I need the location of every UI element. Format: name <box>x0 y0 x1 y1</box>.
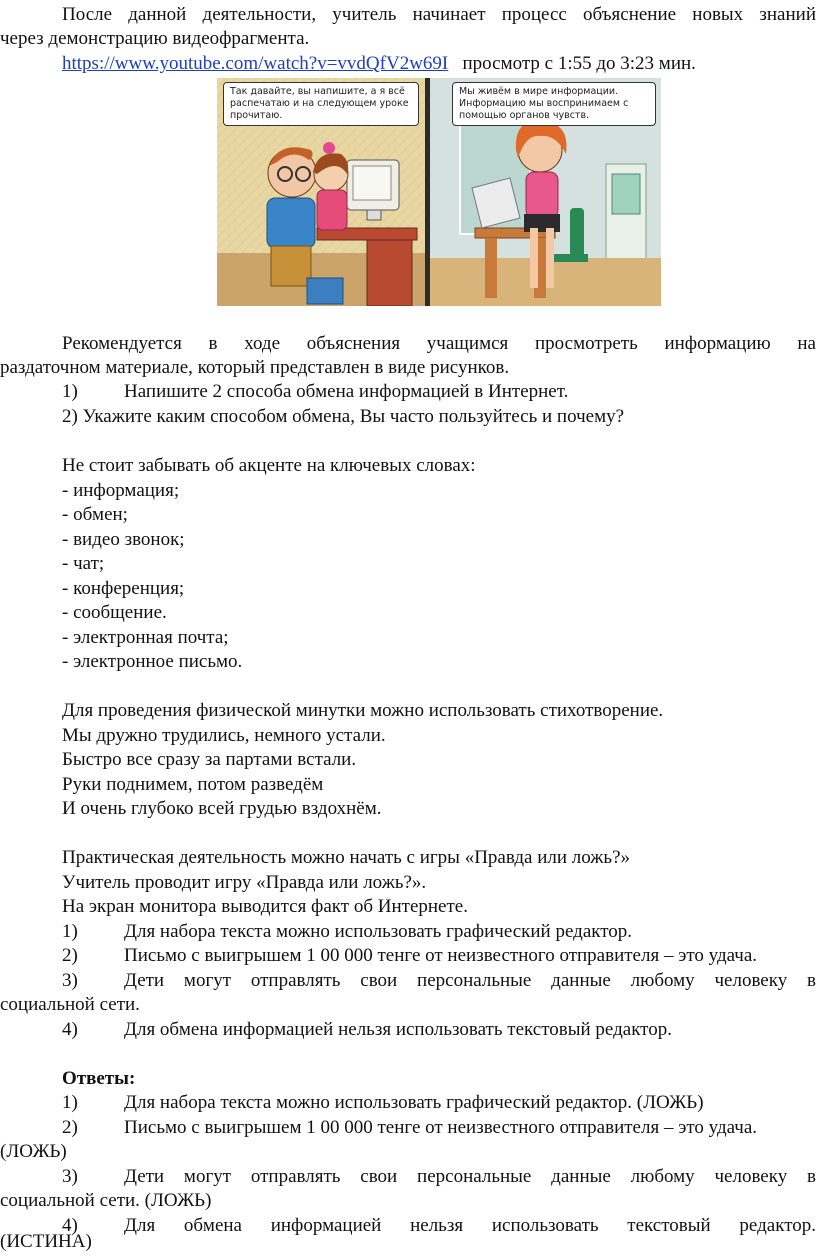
recommend-line-2: раздаточном материале, который представлен в виде рисунков. <box>0 357 510 378</box>
keyword-item: - сообщение. <box>62 602 167 623</box>
left-bubble-line-2: распечатаю и на следующем уроке <box>230 98 409 109</box>
item-text: Дети могут отправлять свои персональные данные любому человеку в <box>124 1166 816 1187</box>
item-number: 3) <box>62 1166 78 1187</box>
cartoon-illustration <box>217 78 661 306</box>
intro-line-2: через демонстрацию видеофрагмента. <box>0 28 310 49</box>
illustration-right-panel <box>430 78 661 306</box>
item-number: 4) <box>62 1215 78 1236</box>
answer-item-2-cont: (ЛОЖЬ) <box>0 1141 67 1162</box>
question-2: 2) Укажите каким способом обмена, Вы часто пользуйтесь и почему? <box>62 406 625 427</box>
keyword-item: - информация; <box>62 480 180 501</box>
video-link[interactable]: https://www.youtube.com/watch?v=vvdQfV2w69I <box>62 53 449 74</box>
keyword-item: - электронная почта; <box>62 627 229 648</box>
right-bubble-line-3: помощью органов чувств. <box>459 110 590 121</box>
practice-item-1 <box>0 920 816 945</box>
keywords-heading: Не стоит забывать об акценте на ключевых словах: <box>62 455 476 476</box>
answers-heading-text: Ответы: <box>62 1068 136 1089</box>
left-speech-bubble <box>223 82 419 126</box>
item-text: Для обмена информацией нельзя использовать текстовый редактор. <box>124 1215 816 1236</box>
keyword-item: - электронное письмо. <box>62 651 243 672</box>
item-number: 1) <box>62 1092 78 1113</box>
practice-item-4 <box>0 1018 816 1043</box>
item-number: 1) <box>62 921 78 942</box>
answer-item-4-cont: (ИСТИНА) <box>0 1231 92 1252</box>
poem-line: Быстро все сразу за партами встали. <box>62 749 357 770</box>
keyword-item: - видео звонок; <box>62 529 185 550</box>
item-number: 3) <box>62 970 78 991</box>
practice-item-2 <box>0 944 816 969</box>
video-link-note: просмотр с 1:55 до 3:23 мин. <box>462 53 696 74</box>
item-text: Для набора текста можно использовать графический редактор. (ЛОЖЬ) <box>124 1092 704 1113</box>
intro-line-1: После данной деятельности, учитель начинает процесс объяснение новых знаний <box>62 4 816 25</box>
answer-item-2 <box>0 1116 816 1141</box>
illustration-left-panel <box>217 78 425 306</box>
item-number: 2) <box>62 1117 78 1138</box>
practice-item-3-cont: социальной сети. <box>0 994 140 1015</box>
keyword-item: - обмен; <box>62 504 128 525</box>
poem-intro: Для проведения физической минутки можно использовать стихотворение. <box>62 700 664 721</box>
right-bubble-line-2: Информацию мы воспринимаем с <box>459 98 629 109</box>
answer-item-3 <box>0 1165 816 1190</box>
left-bubble-line-1: Так давайте, вы напишите, а я всё <box>230 86 405 97</box>
practice-line-2: Учитель проводит игру «Правда или ложь?». <box>62 872 427 893</box>
item-text: Письмо с выигрышем 1 00 000 тенге от неизвестного отправителя – это удача. <box>124 945 758 966</box>
answers-heading <box>0 1067 816 1092</box>
keyword-item: - конференция; <box>62 578 185 599</box>
poem-line: Руки поднимем, потом разведём <box>62 774 324 795</box>
poem-line: Мы дружно трудились, немного устали. <box>62 725 386 746</box>
item-text: Для обмена информацией нельзя использовать текстовый редактор. <box>124 1019 672 1040</box>
video-link-line <box>0 52 816 77</box>
item-text: Дети могут отправлять свои персональные данные любому человеку в <box>124 970 816 991</box>
right-bubble-line-1: Мы живём в мире информации. <box>459 86 619 97</box>
recommend-line-1: Рекомендуется в ходе объяснения учащимся просмотреть информацию на <box>62 333 816 354</box>
item-number: 4) <box>62 1019 78 1040</box>
answer-item-3-cont: социальной сети. (ЛОЖЬ) <box>0 1190 212 1211</box>
practice-item-3 <box>0 969 816 994</box>
poem-line: И очень глубоко всей грудью вздохнём. <box>62 798 382 819</box>
question-1-number: 1) <box>62 381 78 402</box>
practice-line-1: Практическая деятельность можно начать с игры «Правда или ложь?» <box>62 847 630 868</box>
item-text: Письмо с выигрышем 1 00 000 тенге от неизвестного отправителя – это удача. <box>124 1117 758 1138</box>
right-speech-bubble <box>452 82 656 126</box>
left-bubble-line-3: прочитаю. <box>230 110 283 121</box>
question-1 <box>0 380 816 405</box>
answer-item-1 <box>0 1091 816 1116</box>
keyword-item: - чат; <box>62 553 105 574</box>
practice-line-3: На экран монитора выводится факт об Интернете. <box>62 896 468 917</box>
item-text: Для набора текста можно использовать графический редактор. <box>124 921 633 942</box>
question-1-text: Напишите 2 способа обмена информацией в Интернет. <box>124 381 569 402</box>
item-number: 2) <box>62 945 78 966</box>
